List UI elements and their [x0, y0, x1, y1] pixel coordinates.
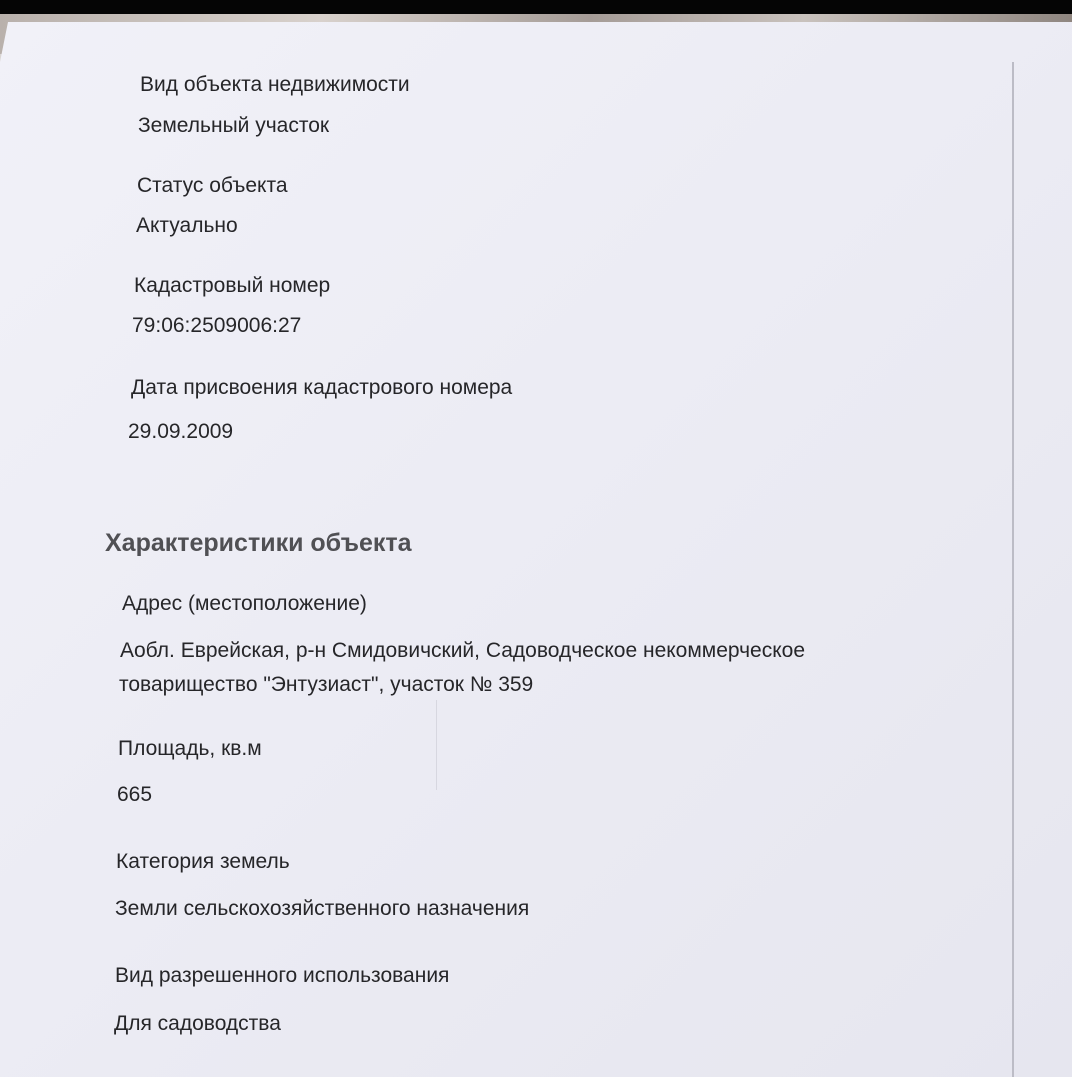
permitted-use-label: Вид разрешенного использования	[115, 964, 450, 987]
characteristics-heading: Характеристики объекта	[105, 529, 412, 557]
object-type-value: Земельный участок	[138, 114, 330, 137]
address-line-1: Аобл. Еврейская, р-н Смидовичский, Садоводческое некоммерческое	[120, 639, 806, 662]
address-line-2: товарищество "Энтузиаст", участок № 359	[119, 673, 534, 696]
area-value: 665	[117, 783, 153, 806]
area-label: Площадь, кв.м	[118, 737, 262, 760]
paper-fold-line	[1012, 62, 1014, 1077]
cadastral-number-label: Кадастровый номер	[134, 274, 331, 297]
land-category-label: Категория земель	[116, 850, 290, 873]
cadastral-date-value: 29.09.2009	[128, 420, 234, 443]
cadastral-number-value: 79:06:2509006:27	[132, 314, 302, 337]
paper-crease	[436, 700, 437, 790]
photo-top-edge	[0, 0, 1072, 14]
object-status-value: Актуально	[136, 214, 238, 237]
object-type-label: Вид объекта недвижимости	[140, 73, 410, 96]
permitted-use-value: Для садоводства	[114, 1012, 281, 1035]
cadastral-date-label: Дата присвоения кадастрового номера	[131, 376, 513, 399]
object-status-label: Статус объекта	[137, 174, 288, 197]
address-label: Адрес (местоположение)	[122, 592, 367, 615]
land-category-value: Земли сельскохозяйственного назначения	[115, 897, 530, 920]
